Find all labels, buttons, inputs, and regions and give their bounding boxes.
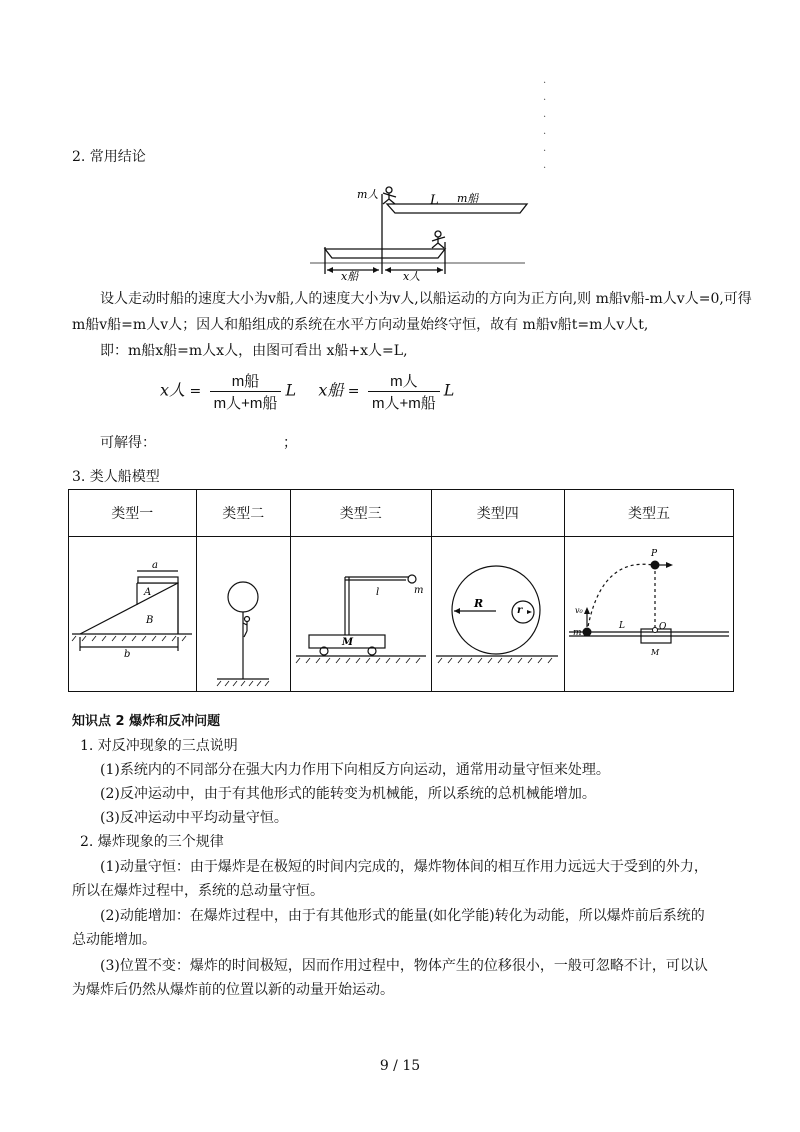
model-types-table bbox=[68, 489, 734, 692]
section-2-title: 2. 常用结论 bbox=[72, 149, 146, 165]
result-formula: x人 = $\frac{\text{m船}}{\text{m人+m船}}$ L x船 = $\frac{\text{m人}}{\text{m人+m船}}$ L bbox=[160, 370, 454, 420]
formula-L-2: L bbox=[443, 380, 455, 400]
solve-label: 可解得： bbox=[100, 435, 156, 451]
fig5-v0: v₀ bbox=[575, 606, 583, 615]
table-header-row bbox=[69, 490, 734, 537]
fig5-m: m bbox=[573, 628, 582, 638]
kp2-item-2-2a: (2)动能增加：在爆炸过程中，由于有其他形式的能量(如化学能)转化为动能，所以爆炸前后系统的 bbox=[100, 908, 705, 924]
fig1-A: A bbox=[143, 587, 151, 598]
fraction-1-denominator: m人+m船 bbox=[213, 395, 278, 412]
label-x-chuan: x船 bbox=[341, 270, 359, 282]
header-type-5: 类型五 bbox=[565, 490, 734, 537]
formula-lhs-2: x船 bbox=[318, 380, 344, 400]
kp2-item-1-2: (2)反冲运动中，由于有其他形式的能转变为机械能，所以系统的总机械能增加。 bbox=[100, 786, 596, 802]
figure-cell-3 bbox=[291, 537, 432, 692]
formula-lhs-1: x人 bbox=[160, 380, 186, 400]
header-type-1: 类型一 bbox=[69, 490, 197, 537]
kp2-item-1-3: (3)反冲运动中平均动量守恒。 bbox=[100, 810, 288, 826]
fig4-R: R bbox=[474, 597, 484, 610]
label-L: L bbox=[430, 193, 439, 208]
fig4-r: r bbox=[517, 605, 523, 616]
kp2-item-1: 1. 对反冲现象的三点说明 bbox=[80, 738, 238, 754]
figure-cell-1 bbox=[69, 537, 197, 692]
paragraph-line-1: 设人走动时船的速度大小为v船,人的速度大小为v人,以船运动的方向为正方向,则 m船v船-m人v人=0,可得 bbox=[100, 291, 752, 307]
fig3-M: M bbox=[341, 637, 353, 648]
label-m-ren: m人 bbox=[357, 188, 379, 201]
kp2-item-2-3b: 为爆炸后仍然从爆炸前的位置以新的动量开始运动。 bbox=[72, 982, 394, 998]
fraction-1 bbox=[210, 370, 282, 413]
paragraph-line-3: 即：m船x船=m人x人，由图可看出 x船+x人=L, bbox=[100, 343, 408, 359]
projectile-block-figure bbox=[565, 537, 733, 687]
fraction-2-numerator: m人 bbox=[368, 370, 440, 392]
margin-dots: . . . . . . bbox=[543, 75, 547, 171]
fig5-P: P bbox=[651, 549, 658, 559]
cart-pendulum-figure bbox=[292, 537, 430, 687]
formula-L-1: L bbox=[285, 380, 297, 400]
fig3-m: m bbox=[413, 585, 424, 596]
label-x-ren: x人 bbox=[403, 270, 421, 282]
kp2-item-2-1b: 所以在爆炸过程中，系统的总动量守恒。 bbox=[72, 883, 324, 899]
fig5-O: O bbox=[659, 622, 667, 632]
header-type-2: 类型二 bbox=[196, 490, 291, 537]
kp2-item-2-1a: (1)动量守恒：由于爆炸是在极短的时间内完成的，爆炸物体间的相互作用力远远大于受到的外力， bbox=[100, 859, 708, 875]
fraction-2-denominator: m人+m船 bbox=[372, 395, 436, 412]
fig3-l: l bbox=[375, 587, 379, 598]
fig1-B: B bbox=[145, 615, 154, 626]
header-type-4: 类型四 bbox=[431, 490, 565, 537]
paragraph-line-2: m船v船=m人v人；因人和船组成的系统在水平方向动量始终守恒，故有 m船v船t=m人v人t, bbox=[72, 317, 649, 333]
figure-cell-5 bbox=[565, 537, 734, 692]
figure-cell-2 bbox=[196, 537, 291, 692]
kp2-item-2: 2. 爆炸现象的三个规律 bbox=[80, 834, 224, 850]
solve-semicolon: ； bbox=[283, 435, 297, 451]
kp2-item-1-1: (1)系统内的不同部分在强大内力作用下向相反方向运动，通常用动量守恒来处理。 bbox=[100, 762, 610, 778]
ball-in-ring-figure bbox=[432, 537, 563, 687]
table-figure-row bbox=[69, 537, 734, 692]
wedge-block-figure bbox=[70, 537, 195, 687]
figure-cell-4 bbox=[431, 537, 565, 692]
fig1-b: b bbox=[123, 649, 131, 660]
page-number: 9 / 15 bbox=[379, 1058, 421, 1074]
fraction-1-numerator: m船 bbox=[210, 370, 282, 392]
knowledge-point-2-title: 知识点 2 爆炸和反冲问题 bbox=[72, 714, 221, 729]
fraction-2 bbox=[368, 370, 440, 413]
balloon-rope-figure bbox=[197, 537, 289, 687]
fig1-a: a bbox=[151, 560, 158, 571]
label-m-chuan: m船 bbox=[457, 192, 479, 205]
kp2-item-2-2b: 总动能增加。 bbox=[72, 932, 156, 948]
fig5-M: M bbox=[651, 648, 660, 657]
section-3-title: 3. 类人船模型 bbox=[72, 469, 160, 485]
header-type-3: 类型三 bbox=[291, 490, 432, 537]
kp2-item-2-3a: (3)位置不变：爆炸的时间极短，因而作用过程中，物体产生的位移很小，一般可忽略不计，可以认 bbox=[100, 958, 708, 974]
fig5-L: L bbox=[619, 621, 625, 631]
person-boat-figure bbox=[305, 182, 530, 282]
